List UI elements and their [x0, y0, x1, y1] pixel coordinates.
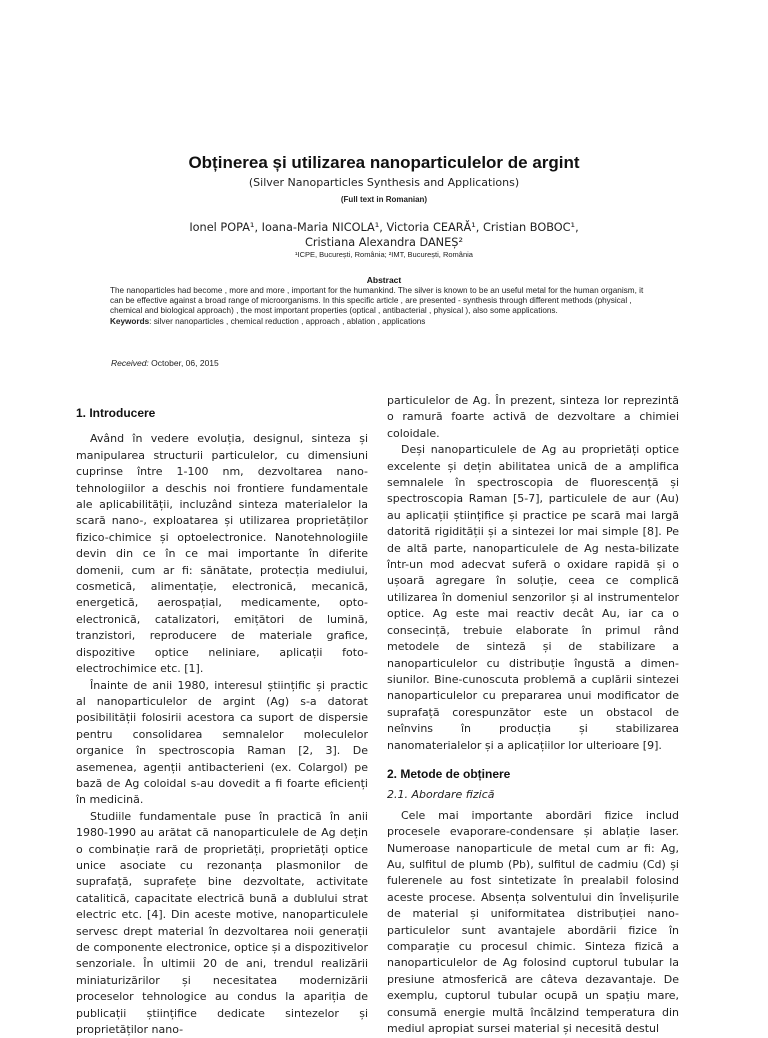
author-list — [90, 220, 678, 250]
paragraph: Înainte de anii 1980, interesul științific și practic al nanoparticulelor de argint (Ag) s-a datorat posibilității folosirii acestora ca suport de dispersie pentru consolidarea semnalelor moleculelor organice în spectroscopia Raman [2, 3]. De asemenea, agenții antibacterieni (ex. Colargol) pe bază de Ag coloidal s-au dovedit a fi foarte eficienți în medicină. — [76, 678, 368, 807]
received-date: October, 06, 2015 — [148, 358, 219, 368]
paragraph: Deși nanoparticulele de Ag au proprietăți optice excelente și dețin abilitatea unică de a amplifica semnalele în spectroscopia de fluorescență și spectroscopia Raman [5-7], particulele de aur (Au) au aplicații științifice și practice pe scară mai largă datorită rigidității și a sintezei lor mai simple [8]. Pe de altă parte, nanoparticulele de Ag nesta-bilizate într-un mod adecvat suferă o oxidare rapidă și o ușoară agregare în soluție, ceea ce complică utilizarea în domeniul senzorilor și al instrumentelor optice. Ag este mai reactiv decât Au, iar ca o consecință, trebuie elaborate în primul rând metodele de sinteză și de stabilizare a nanoparticulelor cu distribuție îngustă a dimen-siunilor. Bine-cunoscuta problemă a cuplării sintezei nanoparticulelor cu prepararea unui modificator de suprafață corespunzător este un obstacol de neînvins în producția și stabilizarea nanomaterialelor și a aplicațiilor lor ulterioare [9]. — [387, 443, 679, 752]
subsection-heading-abordare-fizica: 2.1. Abordare fizică — [387, 788, 495, 802]
keywords-text: : silver nanoparticles , chemical reduction , approach , ablation , applications — [149, 316, 426, 326]
section-heading-metode: 2. Metode de obținere — [387, 766, 511, 781]
paragraph: Studiile fundamentale puse în practică în anii 1980-1990 au arătat că nanoparticulele de Ag dețin o combinație rară de proprietăți, proprietăți optice unice asociate cu rezonanța plasmonilor de suprafață, suprafețe bine dezvoltate, activitate catalitică, capacitate electrică bună a dublului strat electric etc. [4]. Din aceste motive, nanoparticulele servesc drept material în dezvoltarea noii generații de componente electronice, optice și a dispozitivelor senzoriale. În ultimii 20 de ani, trendul realizării miniaturizărilor și necesitatea modernizării proceselor tehnologice au condus la apariția de publicații științifice dedicate sintezelor și proprietăților nano- — [76, 809, 368, 1037]
right-column — [387, 393, 679, 1037]
paragraph: Cele mai importante abordări fizice includ procesele evaporare-condensare și ablație laser. Numeroase nanoparticule de metal cum ar fi: Ag, Au, sulfitul de plumb (Pb), sulfitul de cadmiu (Cd) și fulerenele au fost sintetizate în prealabil folosind aceste procese. Absența solventului din învelișurile de material și uniformitatea distribuției nano-particulelor sunt avantajele abordării fizice în comparație cu procesul chimic. Sinteza fizică a nanoparticulelor de Ag folosind cuptorul tubular la presiune atmosferică are câteva dezavantaje. De exemplu, cuptorul tubular ocupă un spațiu mare, consumă energie multă încălzind temperatura din mediul apropiat sursei material și necesită destul — [387, 808, 679, 1036]
abstract-heading: Abstract — [366, 275, 402, 285]
received-label: Received: — [111, 358, 149, 368]
paragraph: Având în vedere evoluția, designul, sinteza și manipularea structurii particulelor, cu dimensiuni cuprinse între 1-100 nm, dezvoltarea nano-tehnologiilor a deschis noi frontiere fundamentale ale aplicabilității, incluzând sinteza materialelor la scară nano-, exploatarea și utilizarea proprietăților fizico-chimice și optoelectronice. Nanotehnologiile devin din ce în ce mai importante în diferite domenii, cum ar fi: sănătate, protecția mediului, cosmetică, alimentație, electronică, mecanică, energetică, aerospațial, medicamente, opto-electronică, catalizatori, emițători de lumină, tranzistori, reproducere de materiale grafice, dispozitive optice neliniare, aplicații foto-electrochimice etc. [1]. — [76, 432, 368, 676]
keywords-label: Keywords — [110, 316, 150, 326]
received-line — [111, 358, 219, 368]
left-column — [76, 405, 368, 1038]
abstract-text: The nanoparticles had become , more and more , important for the humankind. The silver is known to be an useful metal for the human organism, it can be effective against a broad range of microorganisms. In this specific article , are presented - synthesis through different methods (physical , chemical and biological approach) , the most important properties (optical , antibacterial , physical ), also some applications. — [110, 286, 644, 316]
authors-line-2: Cristiana Alexandra DANEȘ² — [305, 236, 463, 249]
paragraph: particulelor de Ag. În prezent, sinteza lor reprezintă o ramură foarte activă de dezvoltare a chimiei coloidale. — [387, 394, 679, 440]
affiliations: ¹ICPE, București, România; ²IMT, București, România — [295, 250, 473, 259]
paper-title: Obținerea și utilizarea nanoparticulelor de argint — [188, 153, 580, 172]
authors-line-1: Ionel POPA¹, Ioana-Maria NICOLA¹, Victoria CEARĂ¹, Cristian BOBOC¹, — [189, 221, 579, 234]
section-heading-introducere: 1. Introducere — [76, 406, 156, 420]
keywords-line — [110, 317, 650, 327]
abstract-block — [110, 286, 650, 327]
paper-subtitle: (Silver Nanoparticles Synthesis and Applications) — [248, 176, 520, 189]
full-text-note: (Full text in Romanian) — [340, 195, 428, 204]
